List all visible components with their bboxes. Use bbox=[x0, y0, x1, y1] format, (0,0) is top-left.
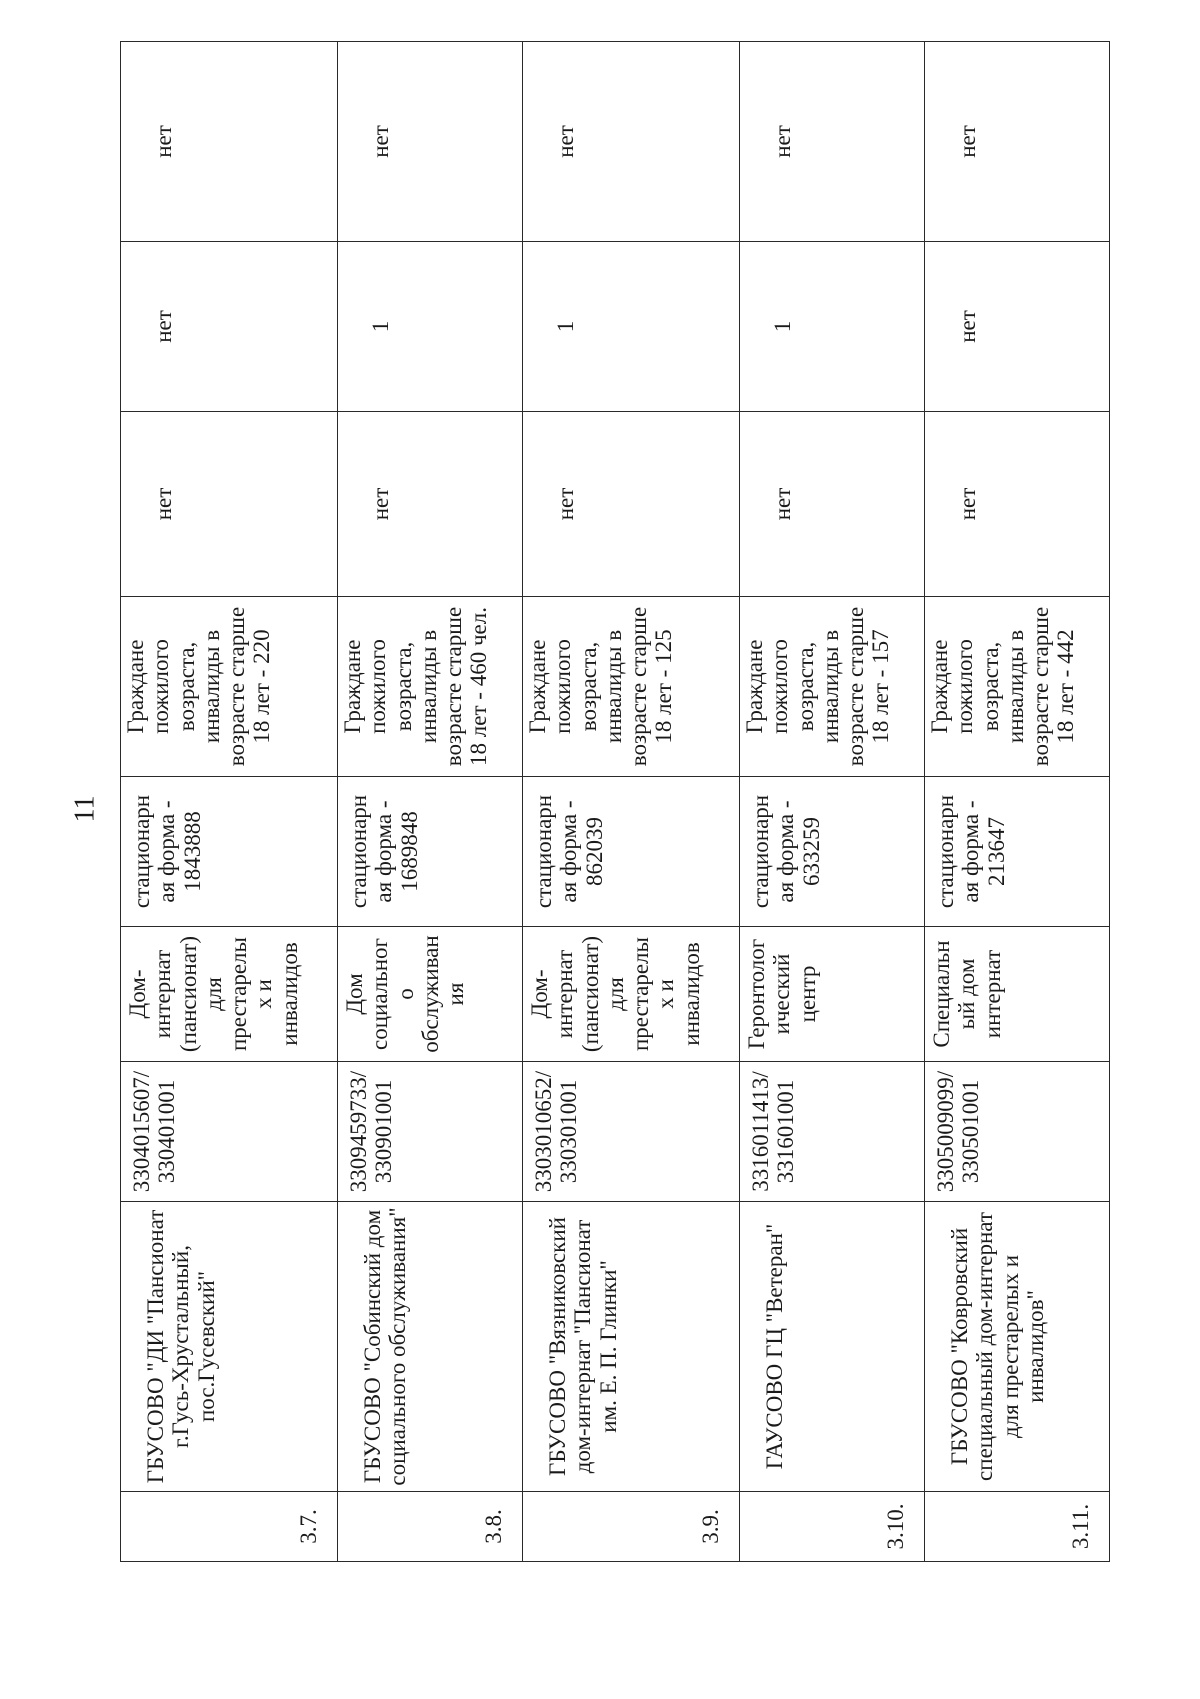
institution-name-cell: ГБУСОВО "Вязниковский дом-интернат "Пансионат им. Е. П. Глинки" bbox=[522, 1202, 739, 1492]
service-form-cell: стационарн ая форма - 633259 bbox=[739, 777, 924, 927]
institutions-table bbox=[120, 41, 1110, 1562]
institution-name-cell: ГБУСОВО "ДИ "Пансионат г.Гусь-Хрустальный, пос.Гусевский" bbox=[121, 1202, 338, 1492]
value-cell-3: нет bbox=[338, 42, 523, 242]
recipients-cell: Граждане пожилого возраста, инвалиды в возрасте старше 18 лет - 125 bbox=[522, 597, 739, 777]
row-number-cell: 3.8. bbox=[338, 1492, 523, 1562]
row-number-cell: 3.11. bbox=[924, 1492, 1109, 1562]
service-form-cell: стационарн ая форма - 213647 bbox=[924, 777, 1109, 927]
rotated-table-wrapper bbox=[120, 42, 1110, 1562]
service-form-cell: стационарн ая форма - 862039 bbox=[522, 777, 739, 927]
table-row bbox=[739, 42, 924, 1562]
value-cell-2: нет bbox=[924, 242, 1109, 412]
institution-type-cell: Геронтолог ический центр bbox=[739, 927, 924, 1062]
institution-name-cell: ГБУСОВО "Ковровский специальный дом-интернат для престарелых и инвалидов" bbox=[924, 1202, 1109, 1492]
value-cell-3: нет bbox=[522, 42, 739, 242]
service-form-cell: стационарн ая форма - 1843888 bbox=[121, 777, 338, 927]
institution-name-cell: ГАУСОВО ГЦ "Ветеран" bbox=[739, 1202, 924, 1492]
institution-type-cell: Дом-интернат (пансионат) для престарелы х и инвалидов bbox=[522, 927, 739, 1062]
inn-kpp-cell: 3303010652/ 330301001 bbox=[522, 1062, 739, 1202]
value-cell-3: нет bbox=[739, 42, 924, 242]
row-number-cell: 3.10. bbox=[739, 1492, 924, 1562]
value-cell-3: нет bbox=[121, 42, 338, 242]
row-number-cell: 3.9. bbox=[522, 1492, 739, 1562]
institution-type-cell: Дом социальног о обслуживан ия bbox=[338, 927, 523, 1062]
value-cell-2: 1 bbox=[338, 242, 523, 412]
table-row bbox=[338, 42, 523, 1562]
value-cell-1: нет bbox=[739, 412, 924, 597]
recipients-cell: Граждане пожилого возраста, инвалиды в возрасте старше 18 лет - 220 bbox=[121, 597, 338, 777]
value-cell-2: 1 bbox=[739, 242, 924, 412]
value-cell-2: 1 bbox=[522, 242, 739, 412]
inn-kpp-cell: 3304015607/ 330401001 bbox=[121, 1062, 338, 1202]
recipients-cell: Граждане пожилого возраста, инвалиды в возрасте старше 18 лет - 442 bbox=[924, 597, 1109, 777]
table-body bbox=[121, 42, 1110, 1562]
value-cell-3: нет bbox=[924, 42, 1109, 242]
table-row bbox=[522, 42, 739, 1562]
service-form-cell: стационарн ая форма - 1689848 bbox=[338, 777, 523, 927]
institution-name-cell: ГБУСОВО "Собинский дом социального обслуживания" bbox=[338, 1202, 523, 1492]
recipients-cell: Граждане пожилого возраста, инвалиды в возрасте старше 18 лет - 157 bbox=[739, 597, 924, 777]
institution-type-cell: Специальн ый дом интернат bbox=[924, 927, 1109, 1062]
inn-kpp-cell: 3305009099/ 330501001 bbox=[924, 1062, 1109, 1202]
inn-kpp-cell: 3309459733/ 330901001 bbox=[338, 1062, 523, 1202]
table-row bbox=[924, 42, 1109, 1562]
value-cell-1: нет bbox=[924, 412, 1109, 597]
row-number-cell: 3.7. bbox=[121, 1492, 338, 1562]
value-cell-2: нет bbox=[121, 242, 338, 412]
page-number: 11 bbox=[69, 795, 101, 823]
value-cell-1: нет bbox=[522, 412, 739, 597]
institution-type-cell: Дом-интернат (пансионат) для престарелы х и инвалидов bbox=[121, 927, 338, 1062]
recipients-cell: Граждане пожилого возраста, инвалиды в возрасте старше 18 лет - 460 чел. bbox=[338, 597, 523, 777]
value-cell-1: нет bbox=[121, 412, 338, 597]
value-cell-1: нет bbox=[338, 412, 523, 597]
table-row bbox=[121, 42, 338, 1562]
inn-kpp-cell: 3316011413/ 331601001 bbox=[739, 1062, 924, 1202]
